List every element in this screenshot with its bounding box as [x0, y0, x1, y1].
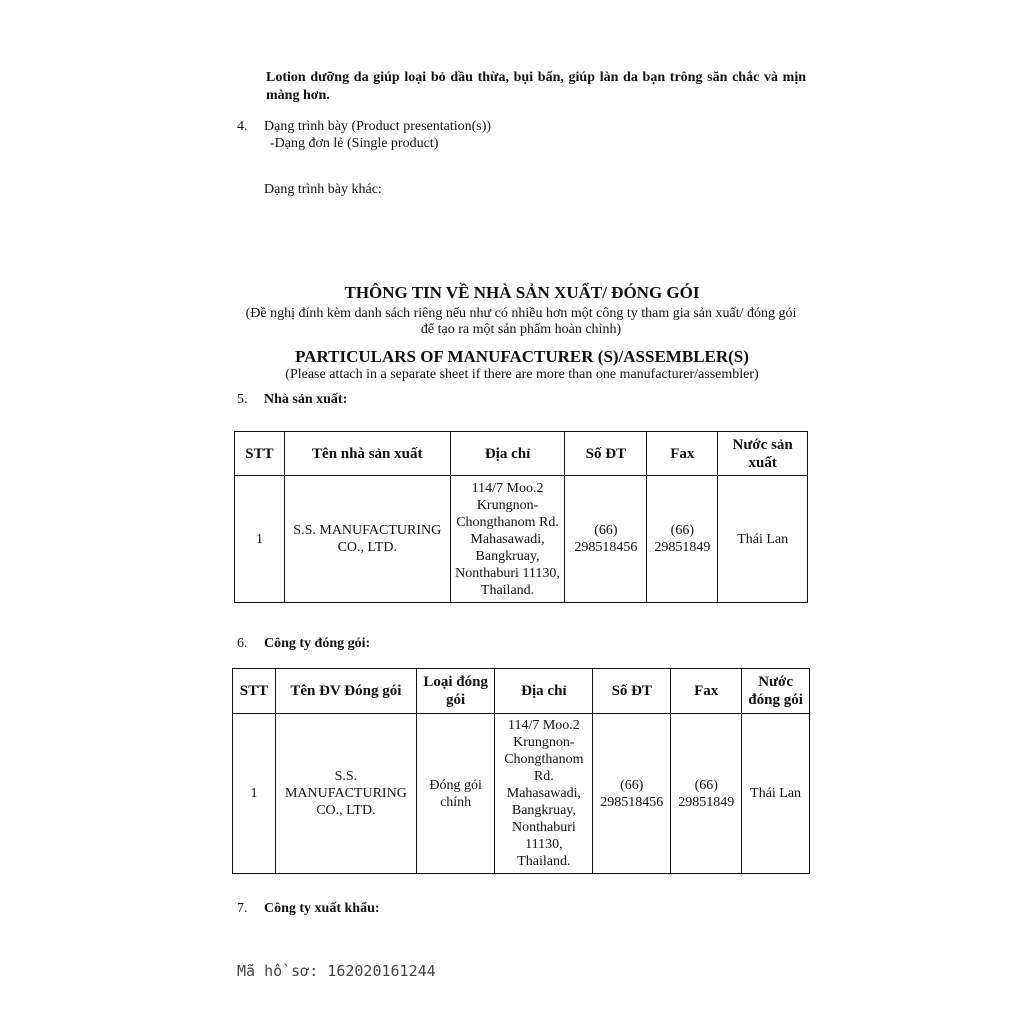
- vn-heading: THÔNG TIN VỀ NHÀ SẢN XUẤT/ ĐÓNG GÓI: [344, 283, 700, 302]
- table-row: [235, 476, 808, 603]
- table-cell: Thái Lan: [718, 476, 808, 603]
- dossier-code: Mã hồ sơ: 162020161244: [237, 962, 436, 980]
- en-heading-note: (Please attach in a separate sheet if there are more than one manufacturer/assembler): [285, 367, 759, 382]
- section6-title: Công ty đóng gói:: [264, 636, 371, 651]
- table-row: [233, 714, 810, 874]
- table-cell: Thái Lan: [742, 714, 810, 874]
- section7-title: Công ty xuất khẩu:: [264, 901, 380, 916]
- table-cell: S.S. MANUFACTURING CO., LTD.: [275, 714, 416, 874]
- table-cell: 1: [235, 476, 285, 603]
- en-heading: PARTICULARS OF MANUFACTURER (S)/ASSEMBLER(S): [295, 347, 749, 366]
- table-cell: 114/7 Moo.2 Krungnon-Chongthanom Rd. Mahasawadi, Bangkruay, Nonthaburi 11130, Thailand.: [495, 714, 593, 874]
- section7-number: 7.: [237, 901, 248, 916]
- header-cell: Nước đóng gói: [742, 669, 810, 714]
- header-cell: Địa chỉ: [450, 432, 565, 476]
- table-cell: 114/7 Moo.2 Krungnon-Chongthanom Rd. Mahasawadi, Bangkruay, Nonthaburi 11130, Thailand.: [450, 476, 565, 603]
- product-description: Lotion dưỡng da giúp loại bỏ dầu thừa, bụi bẩn, giúp làn da bạn trông săn chắc và mịn màng hơn.: [266, 70, 806, 103]
- table-cell: (66) 298518456: [565, 476, 647, 603]
- table-cell: (66) 29851849: [671, 714, 742, 874]
- manufacturer-table: [234, 431, 808, 603]
- section6-number: 6.: [237, 636, 248, 651]
- vn-heading-note: (Đề nghị đính kèm danh sách riêng nếu như có nhiều hơn một công ty tham gia sản xuất/ đóng gói để tạo ra một sản phẩm hoàn chỉnh): [245, 306, 797, 337]
- section4-title: Dạng trình bày (Product presentation(s)): [264, 119, 492, 134]
- table-cell: 1: [233, 714, 276, 874]
- assembler-table: [232, 668, 810, 874]
- header-cell: STT: [235, 432, 285, 476]
- table-cell: Đóng gói chính: [416, 714, 495, 874]
- section5-title: Nhà sản xuất:: [264, 392, 348, 407]
- header-cell: Số ĐT: [593, 669, 671, 714]
- table-header-row: [235, 432, 808, 476]
- header-cell: Địa chỉ: [495, 669, 593, 714]
- header-cell: STT: [233, 669, 276, 714]
- header-cell: Nước sản xuất: [718, 432, 808, 476]
- header-cell: Loại đóng gói: [416, 669, 495, 714]
- section4-item: -Dạng đơn lẻ (Single product): [270, 136, 439, 151]
- section4-other: Dạng trình bày khác:: [264, 182, 382, 197]
- section5-number: 5.: [237, 392, 248, 407]
- table-header-row: [233, 669, 810, 714]
- header-cell: Fax: [671, 669, 742, 714]
- section4-number: 4.: [237, 119, 248, 134]
- table-cell: (66) 29851849: [647, 476, 718, 603]
- table-cell: S.S. MANUFACTURING CO., LTD.: [284, 476, 450, 603]
- header-cell: Tên nhà sản xuất: [284, 432, 450, 476]
- header-cell: Số ĐT: [565, 432, 647, 476]
- header-cell: Tên ĐV Đóng gói: [275, 669, 416, 714]
- header-cell: Fax: [647, 432, 718, 476]
- table-cell: (66) 298518456: [593, 714, 671, 874]
